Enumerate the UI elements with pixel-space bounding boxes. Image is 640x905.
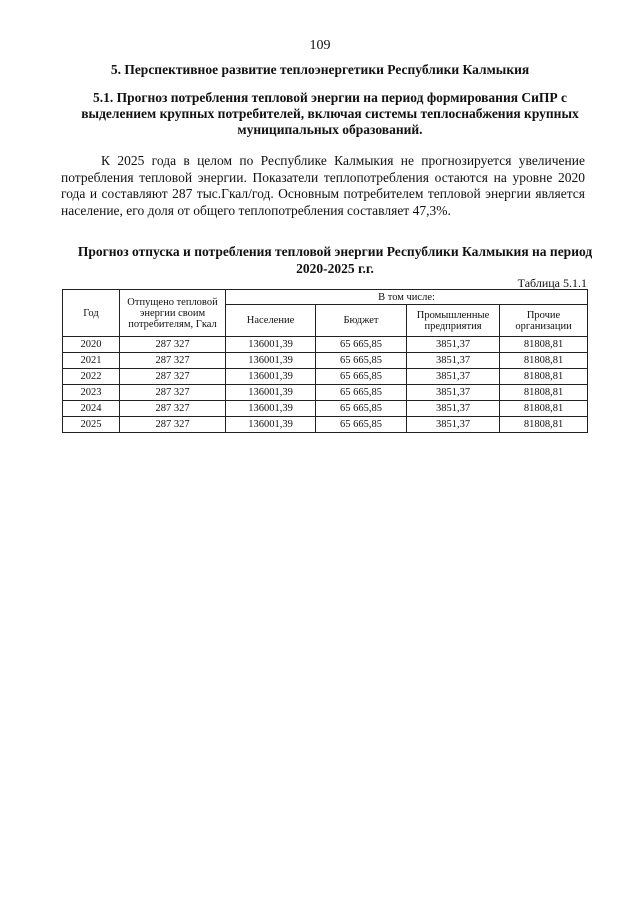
cell-industrial: 3851,37	[407, 337, 500, 353]
header-population: Население	[226, 305, 316, 337]
cell-other: 81808,81	[500, 401, 588, 417]
cell-industrial: 3851,37	[407, 401, 500, 417]
cell-population: 136001,39	[226, 401, 316, 417]
cell-budget: 65 665,85	[316, 337, 407, 353]
table-row	[63, 353, 588, 369]
cell-supplied: 287 327	[120, 417, 226, 433]
cell-other: 81808,81	[500, 353, 588, 369]
cell-industrial: 3851,37	[407, 353, 500, 369]
body-paragraph: К 2025 года в целом по Республике Калмыкия не прогнозируется увеличение потребления тепловой энергии. Показатели теплопотребления остаются на уровне 2020 года и составляют 287 тыс.Гкал/год. Основным потребителем тепловой энергии является население, его доля от общего теплопотребления составляет 47,3%.	[61, 153, 585, 218]
cell-budget: 65 665,85	[316, 353, 407, 369]
section-heading: 5. Перспективное развитие теплоэнергетики Республики Калмыкия	[110, 62, 530, 77]
header-year: Год	[63, 290, 120, 337]
table-title: Прогноз отпуска и потребления тепловой энергии Республики Калмыкия на период 2020-2025 г.г.	[77, 244, 593, 276]
cell-supplied: 287 327	[120, 369, 226, 385]
cell-supplied: 287 327	[120, 385, 226, 401]
cell-other: 81808,81	[500, 385, 588, 401]
cell-population: 136001,39	[226, 369, 316, 385]
cell-supplied: 287 327	[120, 401, 226, 417]
cell-year: 2021	[63, 353, 120, 369]
header-including: В том числе:	[226, 290, 588, 305]
table-row	[63, 417, 588, 433]
cell-industrial: 3851,37	[407, 385, 500, 401]
heat-forecast-table	[62, 289, 588, 433]
cell-budget: 65 665,85	[316, 401, 407, 417]
table-row	[63, 385, 588, 401]
cell-budget: 65 665,85	[316, 369, 407, 385]
header-budget: Бюджет	[316, 305, 407, 337]
header-other: Прочие организации	[500, 305, 588, 337]
cell-year: 2022	[63, 369, 120, 385]
cell-year: 2025	[63, 417, 120, 433]
cell-industrial: 3851,37	[407, 369, 500, 385]
cell-year: 2020	[63, 337, 120, 353]
cell-year: 2024	[63, 401, 120, 417]
cell-population: 136001,39	[226, 353, 316, 369]
cell-population: 136001,39	[226, 337, 316, 353]
header-industrial: Промышленные предприятия	[407, 305, 500, 337]
cell-budget: 65 665,85	[316, 417, 407, 433]
cell-population: 136001,39	[226, 385, 316, 401]
subsection-heading: 5.1. Прогноз потребления тепловой энергии на период формирования СиПР с выделением крупных потребителей, включая системы теплоснабжения крупных муниципальных образований.	[81, 90, 579, 137]
cell-other: 81808,81	[500, 369, 588, 385]
table-row	[63, 401, 588, 417]
cell-supplied: 287 327	[120, 337, 226, 353]
cell-other: 81808,81	[500, 417, 588, 433]
header-supplied: Отпущено тепловой энергии своим потребителям, Гкал	[120, 290, 226, 337]
cell-population: 136001,39	[226, 417, 316, 433]
page-number: 109	[309, 38, 331, 53]
table-row	[63, 369, 588, 385]
cell-year: 2023	[63, 385, 120, 401]
cell-supplied: 287 327	[120, 353, 226, 369]
cell-industrial: 3851,37	[407, 417, 500, 433]
cell-budget: 65 665,85	[316, 385, 407, 401]
cell-other: 81808,81	[500, 337, 588, 353]
table-label: Таблица 5.1.1	[517, 276, 587, 290]
table-row	[63, 337, 588, 353]
